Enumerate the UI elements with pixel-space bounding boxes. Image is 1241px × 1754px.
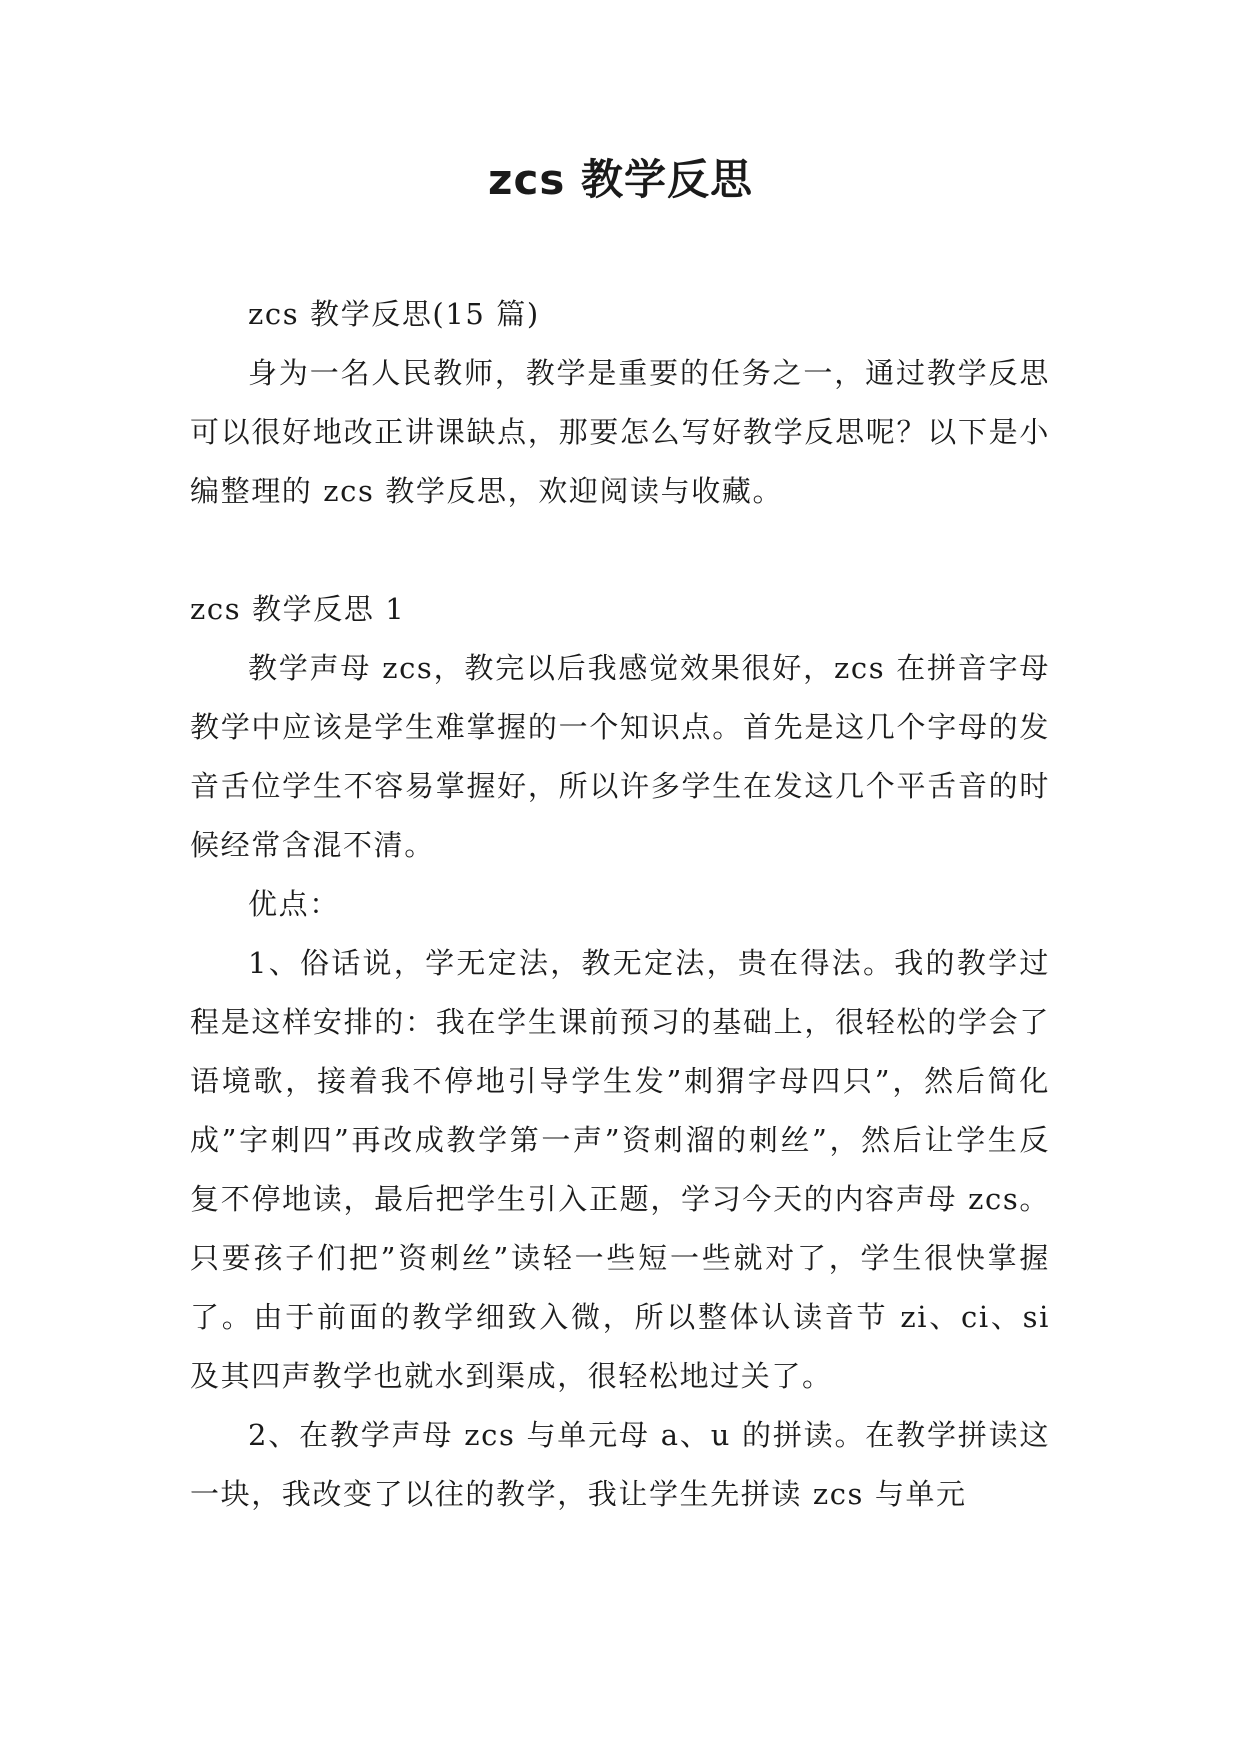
document-subtitle: zcs 教学反思(15 篇) (248, 297, 540, 331)
intro-paragraph: 身为一名人民教师，教学是重要的任务之一，通过教学反思可以很好地改正讲课缺点，那要怎么写好教学反思呢？以下是小编整理的 zcs 教学反思，欢迎阅读与收藏。 (190, 356, 1050, 508)
section-heading: zcs 教学反思 1 (190, 592, 406, 626)
point-paragraph-2: 2、在教学声母 zcs 与单元母 a、u 的拼读。在教学拼读这一块，我改变了以往的教学，我让学生先拼读 zcs 与单元 (190, 1418, 1050, 1511)
document-body (190, 285, 1050, 1524)
section-spacer (190, 521, 1050, 580)
section-paragraph: 教学声母 zcs，教完以后我感觉效果很好，zcs 在拼音字母教学中应该是学生难掌握的一个知识点。首先是这几个字母的发音舌位学生不容易掌握好，所以许多学生在发这几个平舌音的时候经常含混不清。 (190, 651, 1050, 862)
advantages-label: 优点： (248, 887, 340, 921)
document-title: zcs 教学反思 (488, 155, 753, 204)
point-paragraph-1: 1、俗话说，学无定法，教无定法，贵在得法。我的教学过程是这样安排的：我在学生课前预习的基础上，很轻松的学会了语境歌，接着我不停地引导学生发”刺猬字母四只”，然后简化成”字刺四”再改成教学第一声”资刺溜的刺丝”，然后让学生反复不停地读，最后把学生引入正题，学习今天的内容声母 zcs。只要孩子们把”资刺丝”读轻一些短一些就对了，学生很快掌握了。由于前面的教学细致入微，所以整体认读音节 zi、ci、si 及其四声教学也就水到渠成，很轻松地过关了。 (190, 946, 1050, 1393)
